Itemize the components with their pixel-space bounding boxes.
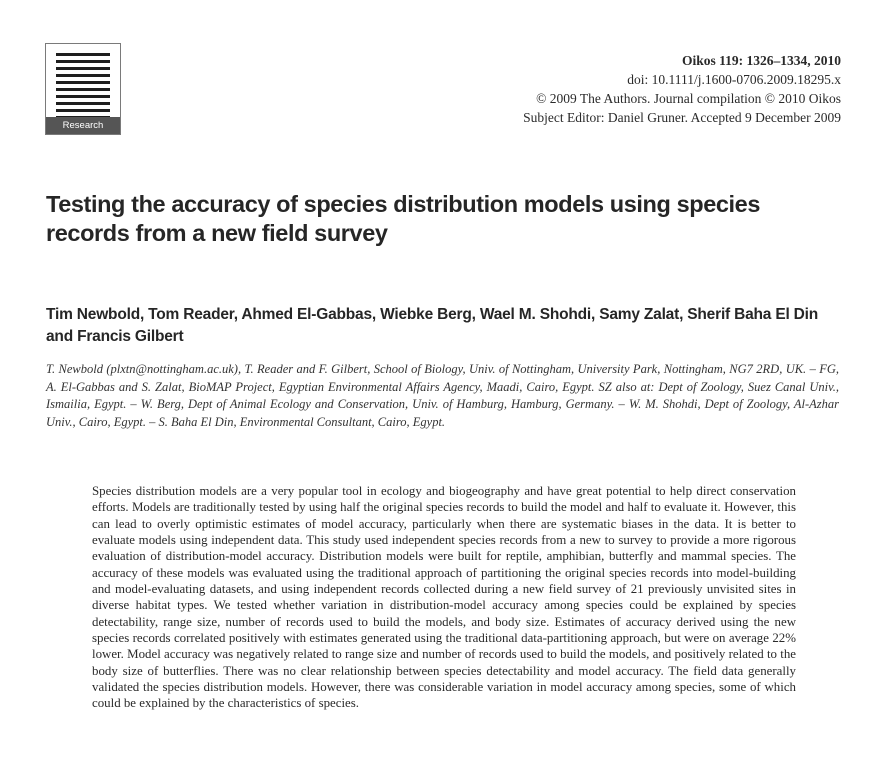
research-badge — [45, 43, 121, 135]
abstract: Species distribution models are a very popular tool in ecology and biogeography and have great potential to help direct conservation efforts. Models are traditionally tested by using half the original species records to build the model and half to evaluate it. However, this can lead to overly optimistic estimates of model accuracy, particularly when there are systematic biases in the data. It is better to evaluate models using independent data. This study used independent species records from a new to survey to provide a more rigorous evaluation of distribution-model accuracy. Distribution models were built for reptile, amphibian, butterfly and mammal species. The accuracy of these models was evaluated using the traditional approach of partitioning the original species records into model-building and model-evaluating datasets, and using independent records collected during a new field survey of 21 previously unvisited sites in diverse habitat types. We tested whether variation in distribution-model accuracy among species could be explained by species detectability, range size, number of records used to build the models, and body size. Estimates of accuracy derived using the new species records correlated positively with estimates generated using the traditional data-partitioning approach, but were on average 22% lower. Model accuracy was negatively related to range size and number of records used to build the models, and positively related to the body size of butterflies. There was no clear relationship between species detectability and model accuracy. The field data generally validated the species distribution models. However, there was considerable variation in model accuracy among species, some of which could be explained by the characteristics of species. — [92, 484, 796, 711]
editor-line: Subject Editor: Daniel Gruner. Accepted 9 December 2009 — [523, 110, 841, 125]
author-list: Tim Newbold, Tom Reader, Ahmed El-Gabbas, Wiebke Berg, Wael M. Shohdi, Samy Zalat, Sherif Baha El Din and Francis Gilbert — [46, 306, 819, 345]
copyright-line: © 2009 The Authors. Journal compilation © 2010 Oikos — [536, 91, 841, 106]
badge-label: Research — [46, 117, 120, 134]
doi-line: doi: 10.1111/j.1600-0706.2009.18295.x — [627, 72, 841, 87]
journal-citation: Oikos 119: 1326–1334, 2010 — [681, 53, 841, 68]
paper-title: Testing the accuracy of species distribution models using species records from a new field survey — [46, 191, 761, 246]
affiliations: T. Newbold (plxtn@nottingham.ac.uk), T. Reader and F. Gilbert, School of Biology, Univ. of Nottingham, University Park, Nottingham, NG7 2RD, UK. – FG, A. El-Gabbas and S. Zalat, BioMAP Project, Egyptian Environmental Affairs Agency, Maadi, Cairo, Egypt. SZ also at: Dept of Zoology, Suez Canal Univ., Ismailia, Egypt. – W. Berg, Dept of Animal Ecology and Conservation, Univ. of Hamburg, Hamburg, Germany. – W. M. Shohdi, Dept of Zoology, Al-Azhar Univ., Cairo, Egypt. – S. Baha El Din, Environmental Consultant, Cairo, Egypt. — [46, 362, 839, 430]
document-lines-icon — [56, 53, 110, 123]
publication-meta — [523, 51, 841, 127]
